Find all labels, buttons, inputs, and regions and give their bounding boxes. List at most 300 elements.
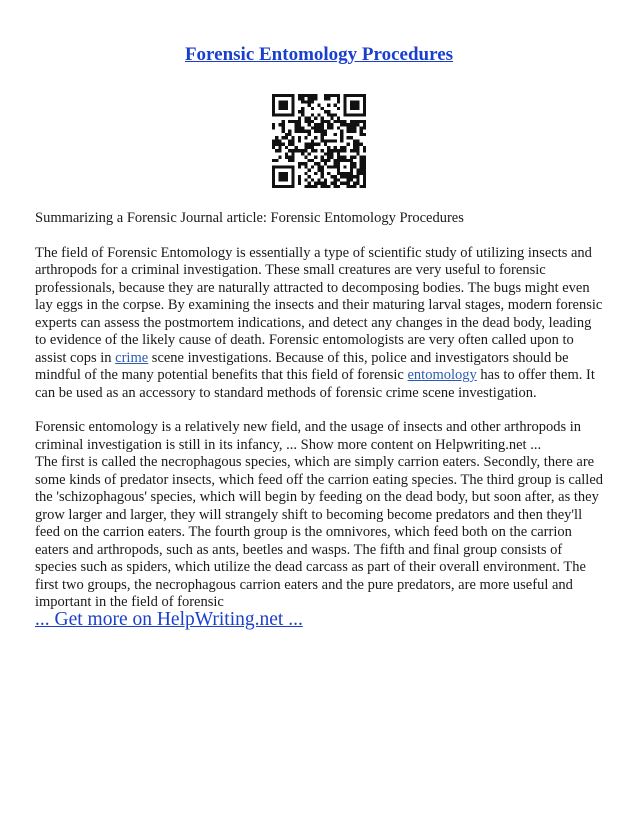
qr-module xyxy=(363,97,366,100)
qr-module xyxy=(278,165,281,168)
qr-module xyxy=(321,165,324,168)
qr-module xyxy=(272,178,275,181)
qr-module xyxy=(353,175,356,178)
qr-module xyxy=(356,182,359,185)
qr-module xyxy=(314,143,317,146)
qr-module xyxy=(327,110,330,113)
qr-module xyxy=(337,120,340,123)
qr-module xyxy=(363,110,366,113)
qr-module xyxy=(353,123,356,126)
qr-module xyxy=(324,178,327,181)
qr-module xyxy=(334,175,337,178)
qr-module xyxy=(291,152,294,155)
qr-module xyxy=(278,185,281,188)
qr-module xyxy=(285,156,288,159)
qr-module xyxy=(350,94,353,97)
qr-module xyxy=(295,120,298,123)
qr-module xyxy=(291,149,294,152)
qr-module xyxy=(324,110,327,113)
qr-module xyxy=(356,120,359,123)
qr-module xyxy=(360,162,363,165)
qr-module xyxy=(311,107,314,110)
qr-module xyxy=(353,156,356,159)
qr-module xyxy=(347,172,350,175)
qr-module xyxy=(350,136,353,139)
qr-module xyxy=(308,94,311,97)
qr-module xyxy=(317,169,320,172)
qr-module xyxy=(334,113,337,116)
qr-module xyxy=(295,123,298,126)
qr-module xyxy=(340,156,343,159)
qr-module xyxy=(278,104,281,107)
qr-module xyxy=(353,139,356,142)
qr-module xyxy=(314,182,317,185)
qr-module xyxy=(285,172,288,175)
qr-module xyxy=(301,110,304,113)
get-more-link[interactable]: ... Get more on HelpWriting.net ... xyxy=(35,609,303,630)
qr-module xyxy=(321,136,324,139)
qr-module xyxy=(321,169,324,172)
qr-module xyxy=(272,169,275,172)
qr-module xyxy=(275,165,278,168)
qr-module xyxy=(272,113,275,116)
qr-module xyxy=(308,123,311,126)
qr-module xyxy=(304,156,307,159)
qr-module xyxy=(363,182,366,185)
qr-module xyxy=(321,149,324,152)
qr-module xyxy=(304,165,307,168)
qr-module xyxy=(330,182,333,185)
qr-module xyxy=(360,159,363,162)
document-title[interactable]: Forensic Entomology Procedures xyxy=(184,44,454,65)
qr-module xyxy=(353,120,356,123)
qr-module xyxy=(330,165,333,168)
qr-module xyxy=(324,97,327,100)
qr-module xyxy=(275,185,278,188)
qr-module xyxy=(353,146,356,149)
qr-module xyxy=(291,182,294,185)
qr-module xyxy=(285,107,288,110)
qr-module xyxy=(301,126,304,129)
qr-module xyxy=(282,178,285,181)
qr-module xyxy=(311,159,314,162)
qr-module xyxy=(295,130,298,133)
qr-module xyxy=(353,94,356,97)
qr-module xyxy=(317,130,320,133)
qr-module xyxy=(321,185,324,188)
qr-module xyxy=(285,94,288,97)
qr-module xyxy=(337,107,340,110)
qr-module xyxy=(298,149,301,152)
qr-module xyxy=(285,133,288,136)
qr-module xyxy=(327,97,330,100)
qr-module xyxy=(363,185,366,188)
qr-module xyxy=(298,165,301,168)
qr-module xyxy=(288,156,291,159)
qr-module xyxy=(314,172,317,175)
qr-module xyxy=(308,120,311,123)
qr-module xyxy=(340,136,343,139)
qr-module xyxy=(353,130,356,133)
qr-module xyxy=(321,107,324,110)
qr-module xyxy=(298,120,301,123)
qr-module xyxy=(343,94,346,97)
qr-module xyxy=(347,113,350,116)
qr-module xyxy=(282,172,285,175)
qr-module xyxy=(327,94,330,97)
qr-module xyxy=(360,133,363,136)
qr-module xyxy=(304,178,307,181)
qr-module xyxy=(311,94,314,97)
qr-module xyxy=(304,172,307,175)
qr-module xyxy=(340,146,343,149)
qr-module xyxy=(311,120,314,123)
qr-module xyxy=(311,126,314,129)
qr-module xyxy=(327,104,330,107)
qr-module xyxy=(360,94,363,97)
qr-module xyxy=(363,126,366,129)
qr-module xyxy=(327,149,330,152)
qr-module xyxy=(347,178,350,181)
qr-module xyxy=(356,113,359,116)
qr-module xyxy=(282,136,285,139)
qr-module xyxy=(334,94,337,97)
qr-module xyxy=(324,133,327,136)
qr-module xyxy=(334,146,337,149)
qr-module xyxy=(356,139,359,142)
qr-module xyxy=(308,100,311,103)
qr-module xyxy=(324,162,327,165)
qr-module xyxy=(343,97,346,100)
qr-module xyxy=(275,149,278,152)
qr-module xyxy=(288,185,291,188)
qr-module xyxy=(363,149,366,152)
qr-module xyxy=(337,162,340,165)
qr-module xyxy=(278,172,281,175)
qr-module xyxy=(291,110,294,113)
qr-module xyxy=(356,175,359,178)
qr-module xyxy=(340,149,343,152)
qr-module xyxy=(285,175,288,178)
qr-module xyxy=(360,169,363,172)
qr-module xyxy=(337,156,340,159)
qr-module xyxy=(350,172,353,175)
qr-module xyxy=(272,107,275,110)
qr-module xyxy=(311,165,314,168)
qr-module xyxy=(330,117,333,120)
qr-module xyxy=(350,156,353,159)
qr-module xyxy=(350,130,353,133)
qr-module xyxy=(278,143,281,146)
qr-module xyxy=(353,162,356,165)
qr-module xyxy=(272,165,275,168)
qr-module xyxy=(272,139,275,142)
qr-module xyxy=(360,156,363,159)
qr-module xyxy=(330,139,333,142)
qr-module xyxy=(317,165,320,168)
qr-module xyxy=(285,113,288,116)
qr-module xyxy=(360,113,363,116)
article-body xyxy=(35,210,603,612)
qr-module xyxy=(327,152,330,155)
qr-module xyxy=(317,123,320,126)
qr-module xyxy=(282,100,285,103)
qr-module xyxy=(298,175,301,178)
qr-module xyxy=(304,149,307,152)
qr-module xyxy=(327,165,330,168)
qr-module xyxy=(314,185,317,188)
qr-module xyxy=(360,172,363,175)
qr-module xyxy=(343,172,346,175)
qr-module xyxy=(282,165,285,168)
qr-module xyxy=(330,175,333,178)
qr-module xyxy=(347,185,350,188)
qr-module xyxy=(343,110,346,113)
qr-module xyxy=(334,149,337,152)
qr-module xyxy=(301,107,304,110)
qr-module xyxy=(337,178,340,181)
qr-module xyxy=(324,159,327,162)
qr-module xyxy=(356,146,359,149)
qr-module xyxy=(304,185,307,188)
crime-link[interactable]: crime xyxy=(115,349,149,366)
qr-module xyxy=(337,149,340,152)
qr-module xyxy=(291,143,294,146)
qr-module xyxy=(291,169,294,172)
qr-module xyxy=(314,149,317,152)
qr-module xyxy=(363,169,366,172)
qr-module xyxy=(327,139,330,142)
qr-module xyxy=(282,94,285,97)
qr-module xyxy=(298,178,301,181)
qr-module xyxy=(324,94,327,97)
qr-module xyxy=(291,120,294,123)
qr-module xyxy=(347,136,350,139)
qr-module xyxy=(282,185,285,188)
qr-module xyxy=(356,149,359,152)
qr-module xyxy=(353,100,356,103)
qr-module xyxy=(308,143,311,146)
qr-module xyxy=(334,120,337,123)
qr-module xyxy=(304,162,307,165)
qr-module xyxy=(272,123,275,126)
qr-module xyxy=(353,185,356,188)
qr-module xyxy=(314,97,317,100)
qr-module xyxy=(337,172,340,175)
qr-module xyxy=(350,104,353,107)
qr-module xyxy=(334,182,337,185)
qr-module xyxy=(288,94,291,97)
qr-module xyxy=(343,107,346,110)
qr-module xyxy=(321,126,324,129)
qr-module xyxy=(353,182,356,185)
qr-module xyxy=(334,104,337,107)
qr-module xyxy=(340,139,343,142)
qr-module xyxy=(301,94,304,97)
qr-module xyxy=(272,143,275,146)
qr-module xyxy=(314,156,317,159)
qr-module xyxy=(327,185,330,188)
qr-module xyxy=(343,165,346,168)
qr-module xyxy=(301,162,304,165)
entomology-link[interactable]: entomology xyxy=(407,367,477,383)
qr-module xyxy=(311,97,314,100)
qr-module xyxy=(282,120,285,123)
qr-module xyxy=(272,146,275,149)
qr-module xyxy=(360,120,363,123)
qr-module xyxy=(291,159,294,162)
qr-module xyxy=(288,159,291,162)
qr-module xyxy=(334,165,337,168)
qr-module xyxy=(334,159,337,162)
qr-module xyxy=(291,156,294,159)
qr-module xyxy=(353,126,356,129)
qr-module xyxy=(317,126,320,129)
qr-module xyxy=(347,94,350,97)
qr-module xyxy=(324,185,327,188)
qr-module xyxy=(314,123,317,126)
qr-module xyxy=(350,107,353,110)
qr-module xyxy=(282,107,285,110)
qr-module xyxy=(291,94,294,97)
qr-module xyxy=(298,94,301,97)
qr-module xyxy=(285,165,288,168)
qr-module xyxy=(350,185,353,188)
qr-module xyxy=(353,113,356,116)
qr-module xyxy=(363,94,366,97)
qr-module xyxy=(288,120,291,123)
qr-module xyxy=(278,139,281,142)
qr-module xyxy=(321,156,324,159)
qr-module xyxy=(317,178,320,181)
qr-module xyxy=(278,175,281,178)
paragraph-1 xyxy=(35,245,603,403)
qr-module xyxy=(272,100,275,103)
qr-module xyxy=(321,139,324,142)
qr-module xyxy=(360,185,363,188)
qr-module xyxy=(308,146,311,149)
qr-code-icon xyxy=(272,94,366,188)
qr-module xyxy=(334,133,337,136)
qr-module xyxy=(350,169,353,172)
qr-module xyxy=(330,123,333,126)
qr-module xyxy=(282,130,285,133)
qr-module xyxy=(343,159,346,162)
qr-module xyxy=(350,159,353,162)
qr-module xyxy=(330,94,333,97)
qr-module xyxy=(314,94,317,97)
qr-module xyxy=(350,113,353,116)
qr-module xyxy=(308,104,311,107)
article-subtitle: Summarizing a Forensic Journal article: Forensic Entomology Procedures xyxy=(35,210,464,226)
qr-module xyxy=(285,100,288,103)
qr-module xyxy=(337,117,340,120)
qr-module xyxy=(298,130,301,133)
qr-module xyxy=(285,136,288,139)
qr-module xyxy=(304,120,307,123)
qr-module xyxy=(347,123,350,126)
qr-module xyxy=(308,117,311,120)
qr-module xyxy=(321,120,324,123)
qr-module xyxy=(278,113,281,116)
qr-module xyxy=(298,126,301,129)
qr-module xyxy=(337,100,340,103)
qr-module xyxy=(278,146,281,149)
qr-module xyxy=(350,123,353,126)
qr-module xyxy=(275,159,278,162)
qr-module xyxy=(347,143,350,146)
qr-module xyxy=(343,182,346,185)
qr-module xyxy=(304,94,307,97)
qr-module xyxy=(304,130,307,133)
qr-module xyxy=(363,175,366,178)
qr-module xyxy=(314,136,317,139)
qr-module xyxy=(337,97,340,100)
qr-module xyxy=(308,182,311,185)
qr-module xyxy=(298,117,301,120)
qr-module xyxy=(324,143,327,146)
qr-module xyxy=(343,146,346,149)
qr-module xyxy=(350,175,353,178)
qr-module xyxy=(363,107,366,110)
qr-module xyxy=(340,182,343,185)
qr-module xyxy=(334,162,337,165)
qr-module xyxy=(301,149,304,152)
qr-module xyxy=(298,139,301,142)
qr-module xyxy=(334,139,337,142)
qr-module xyxy=(314,162,317,165)
qr-module xyxy=(291,113,294,116)
qr-module xyxy=(356,143,359,146)
qr-module xyxy=(356,94,359,97)
qr-module xyxy=(330,156,333,159)
qr-module xyxy=(327,126,330,129)
qr-module xyxy=(291,178,294,181)
qr-module xyxy=(324,139,327,142)
qr-module xyxy=(272,110,275,113)
qr-module xyxy=(311,139,314,142)
qr-module xyxy=(275,143,278,146)
qr-module xyxy=(330,126,333,129)
qr-module xyxy=(311,185,314,188)
qr-module xyxy=(298,136,301,139)
qr-module xyxy=(308,130,311,133)
qr-module xyxy=(288,143,291,146)
qr-module xyxy=(356,123,359,126)
qr-module xyxy=(282,104,285,107)
qr-module xyxy=(282,113,285,116)
qr-module xyxy=(363,172,366,175)
qr-module xyxy=(340,133,343,136)
qr-module xyxy=(330,113,333,116)
qr-module xyxy=(343,175,346,178)
paragraph-1-text-a: The field of Forensic Entomology is essentially a type of scientific study of utilizing insects and arthropods for a criminal investigation. These small creatures are very useful to forensic professionals, because they are naturally attracted to decomposing bodies. The bugs might even lay eggs in the corpse. By examining the insects and their maturing larval stages, modern forensic experts can assess the postmortem indications, and detect any changes in the dead body, leading to evidence of the likely cause of death. Forensic entomologists are very often called upon to assist cops in xyxy=(35,244,603,366)
qr-module xyxy=(288,139,291,142)
qr-module xyxy=(321,182,324,185)
qr-module xyxy=(278,94,281,97)
qr-module xyxy=(334,178,337,181)
qr-module xyxy=(295,149,298,152)
qr-module xyxy=(353,149,356,152)
qr-module xyxy=(356,104,359,107)
qr-module xyxy=(347,159,350,162)
qr-module xyxy=(363,133,366,136)
qr-module xyxy=(272,175,275,178)
paragraph-2: Forensic entomology is a relatively new field, and the usage of insects and other arthropods in criminal investigation is still in its infancy, ... Show more content on Helpwriting.net ... xyxy=(35,419,582,453)
qr-module xyxy=(282,143,285,146)
qr-module xyxy=(314,126,317,129)
qr-module xyxy=(278,100,281,103)
